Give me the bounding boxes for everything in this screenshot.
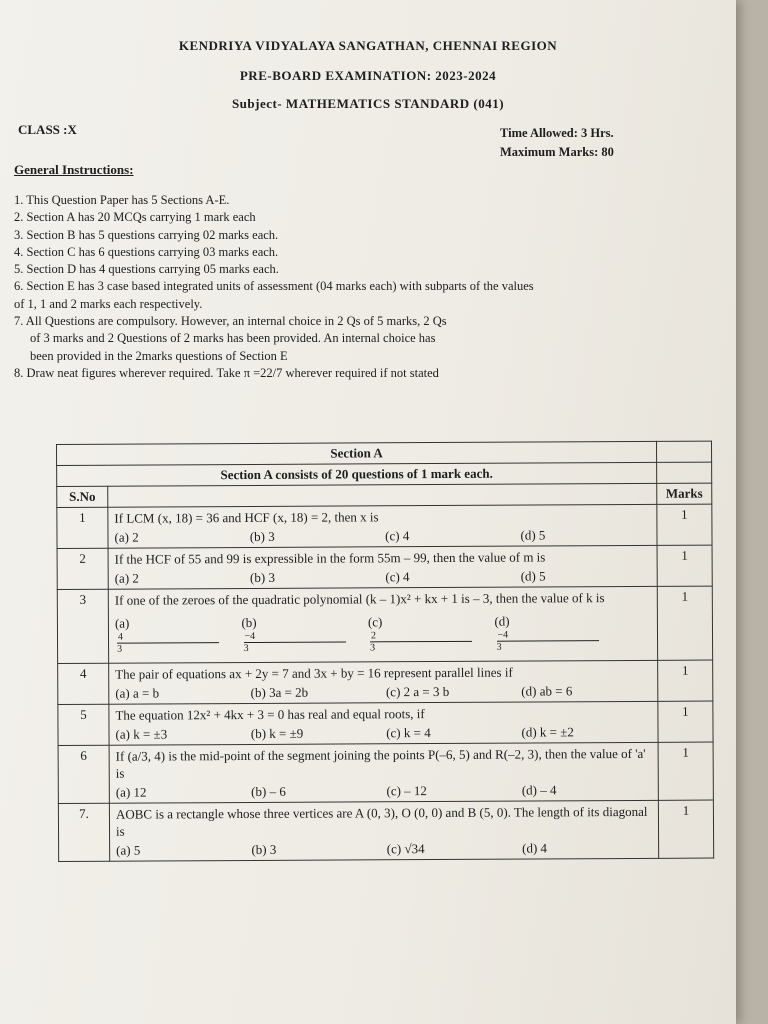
option: (b) – 6 xyxy=(251,783,286,799)
question-marks: 1 xyxy=(658,742,713,800)
options xyxy=(115,723,651,743)
option: (a) 2 xyxy=(114,529,139,545)
option: (d) – 4 xyxy=(521,782,557,798)
option: (a) xyxy=(114,615,130,631)
table-row xyxy=(58,742,713,803)
question-text: If (a/3, 4) is the mid-point of the segment joining the points P(–6, 5) and R(–2, 3), then the value of 'a' is xyxy=(115,745,646,781)
option: (a) 2 xyxy=(114,570,139,586)
question-number: 6 xyxy=(58,745,109,803)
option: (b) 3 xyxy=(249,569,275,585)
options xyxy=(115,682,651,702)
fraction: $\frac{4}{3}$ xyxy=(117,631,242,655)
instruction-item: of 3 marks and 2 Questions of 2 marks has been provided. An internal choice has xyxy=(30,331,436,346)
options xyxy=(115,567,651,587)
table-row xyxy=(58,701,713,745)
table-row xyxy=(58,800,713,861)
col-sno-header: S.No xyxy=(57,486,108,507)
option: (a) k = ±3 xyxy=(115,726,168,742)
question-table xyxy=(56,441,714,862)
option: (b) xyxy=(241,614,257,631)
option: (c) √34 xyxy=(386,841,425,857)
option: (d) xyxy=(494,613,510,629)
question-text: If the HCF of 55 and 99 is expressible in the form 55m – 99, then the value of m is xyxy=(114,549,546,567)
question-marks: 1 xyxy=(658,800,713,858)
fraction: $\frac{-4}{3}$ xyxy=(496,629,621,653)
option: (a) 5 xyxy=(116,842,141,858)
option: (b) 3 xyxy=(251,841,277,857)
question-marks: 1 xyxy=(657,504,712,545)
instructions-heading: General Instructions: xyxy=(14,162,134,177)
option: (c) 4 xyxy=(385,569,410,585)
question-text: If LCM (x, 18) = 36 and HCF (x, 18) = 2, then x is xyxy=(114,509,379,526)
option: (a) 12 xyxy=(115,784,147,800)
instruction-item: 7. All Questions are compulsory. However, an internal choice in 2 Qs of 5 marks, 2 Qs xyxy=(14,314,447,329)
question-marks: 1 xyxy=(658,660,713,701)
question-number: 4 xyxy=(58,663,109,704)
instruction-item: 5. Section D has 4 questions carrying 05 marks each. xyxy=(14,262,279,277)
org-title: KENDRIYA VIDYALAYA SANGATHAN, CHENNAI REGION xyxy=(178,38,558,53)
section-description: Section A consists of 20 questions of 1 mark each. xyxy=(57,462,657,486)
question-text: If one of the zeroes of the quadratic polynomial (k – 1)x² + kx + 1 is – 3, then the value of k is xyxy=(114,590,605,608)
instructions-list xyxy=(14,192,714,382)
fraction: $\frac{-4}{3}$ xyxy=(243,630,368,654)
question-text: AOBC is a rectangle whose three vertices are A (0, 3), O (0, 0) and B (5, 0). The length of its diagonal is xyxy=(115,803,648,839)
question-text: The pair of equations ax + 2y = 7 and 3x + by = 16 represent parallel lines if xyxy=(115,664,513,682)
question-number: 1 xyxy=(57,507,108,548)
option: (c) 4 xyxy=(385,528,410,544)
instruction-item: 3. Section B has 5 questions carrying 02 marks each. xyxy=(14,227,279,242)
options xyxy=(116,839,652,859)
exam-title: PRE-BOARD EXAMINATION: 2023-2024 xyxy=(239,68,497,83)
table-row xyxy=(58,660,713,704)
question-marks: 1 xyxy=(657,586,712,660)
table-row xyxy=(57,504,712,548)
option: (a) a = b xyxy=(115,685,160,701)
class-label: CLASS :X xyxy=(18,122,77,137)
instruction-item: been provided in the 2marks questions of Section E xyxy=(30,348,288,363)
fraction: $\frac{2}{3}$ xyxy=(370,630,495,654)
col-marks-header: Marks xyxy=(657,483,712,504)
instruction-item: 1. This Question Paper has 5 Sections A-E. xyxy=(14,193,230,207)
instruction-item: of 1, 1 and 2 marks each respectively. xyxy=(14,296,203,311)
instruction-item: 4. Section C has 6 questions carrying 03 marks each. xyxy=(14,244,279,259)
question-marks: 1 xyxy=(657,545,712,586)
option: (d) k = ±2 xyxy=(521,724,574,740)
question-number: 7. xyxy=(58,803,109,861)
table-row xyxy=(57,586,712,663)
option: (d) 5 xyxy=(520,527,546,543)
time-allowed: Time Allowed: 3 Hrs. xyxy=(500,126,614,140)
instruction-item: 2. Section A has 20 MCQs carrying 1 mark each xyxy=(14,210,256,225)
option: (d) 5 xyxy=(520,568,546,584)
section-title: Section A xyxy=(57,441,657,465)
instruction-item: 6. Section E has 3 case based integrated units of assessment (04 marks each) with subparts of the values xyxy=(14,279,534,294)
option: (d) 4 xyxy=(522,840,548,856)
option: (c) xyxy=(367,614,383,630)
question-number: 2 xyxy=(57,548,108,589)
subject-title: Subject- MATHEMATICS STANDARD (041) xyxy=(231,96,505,111)
instruction-item: 8. Draw neat figures wherever required. Take π =22/7 wherever required if not stated xyxy=(14,365,439,380)
option: (b) k = ±9 xyxy=(250,725,304,741)
question-text: The equation 12x² + 4kx + 3 = 0 has real and equal roots, if xyxy=(115,706,425,723)
option: (d) ab = 6 xyxy=(521,683,573,699)
option: (b) 3 xyxy=(249,528,275,544)
table-row xyxy=(57,545,712,589)
option: (b) 3a = 2b xyxy=(250,684,309,700)
option: (c) – 12 xyxy=(386,783,427,799)
option: (c) k = 4 xyxy=(386,725,431,741)
max-marks: Maximum Marks: 80 xyxy=(500,145,614,159)
question-number: 3 xyxy=(57,589,108,663)
question-marks: 1 xyxy=(658,701,713,742)
options xyxy=(115,612,651,655)
question-number: 5 xyxy=(58,704,109,745)
options xyxy=(114,526,650,546)
option: (c) 2 a = 3 b xyxy=(385,683,450,700)
options xyxy=(116,781,652,801)
